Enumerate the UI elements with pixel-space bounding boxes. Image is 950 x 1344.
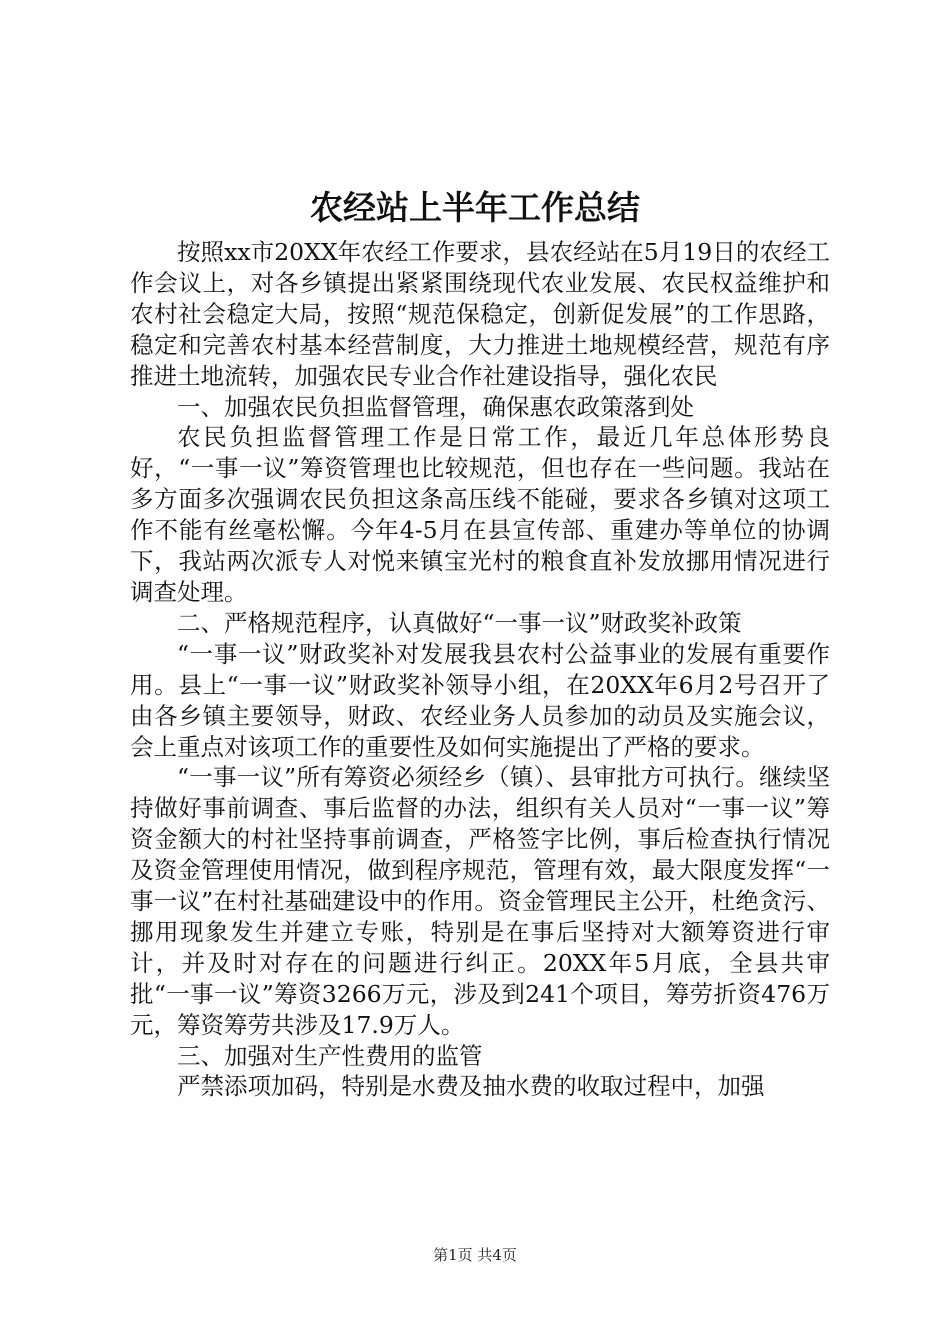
- section-heading-2: 二、严格规范程序，认真做好“一事一议”财政奖补政策: [177, 608, 742, 637]
- paragraph-section-2a: “一事一议”财政奖补对发展我县农村公益事业的发展有重要作用。县上“一事一议”财政奖补领导小组，在20XX年6月2号召开了由各乡镇主要领导，财政、农经业务人员参加的动员及实施会议，会上重点对该项工作的重要性及如何实施提出了严格的要求。: [130, 639, 830, 761]
- section-heading-3: 三、加强对生产性费用的监管: [177, 1041, 483, 1070]
- document-title: 农经站上半年工作总结: [310, 188, 640, 227]
- section-heading-1: 一、加强农民负担监督管理，确保惠农政策落到处: [177, 392, 694, 421]
- paragraph-intro: 按照xx市20XX年农经工作要求，县农经站在5月19日的农经工作会议上，对各乡镇提出紧紧围绕现代农业发展、农民权益维护和农村社会稳定大局，按照“规范保稳定，创新促发展”的工作思路，稳定和完善农村基本经营制度，大力推进土地规模经营，规范有序推进土地流转，加强农民专业合作社建设指导，强化农民: [130, 238, 830, 390]
- paragraph-section-2b: “一事一议”所有筹资必须经乡（镇）、县审批方可执行。继续坚持做好事前调查、事后监督的办法，组织有关人员对“一事一议”筹资金额大的村社坚持事前调查，严格签字比例，事后检查执行情况及资金管理使用情况，做到程序规范，管理有效，最大限度发挥“一事一议”在村社基础建设中的作用。资金管理民主公开，杜绝贪污、挪用现象发生并建立专账，特别是在事后坚持对大额筹资进行审计，并及时对存在的问题进行纠正。20XX年5月底，全县共审批“一事一议”筹资3266万元，涉及到241个项目，筹劳折资476万元，筹资筹劳共涉及17.9万人。: [130, 763, 830, 1039]
- paragraph-section-3: 严禁添项加码，特别是水费及抽水费的收取过程中，加强: [177, 1072, 765, 1101]
- paragraph-section-1: 农民负担监督管理工作是日常工作，最近几年总体形势良好，“一事一议”筹资管理也比较规范，但也存在一些问题。我站在多方面多次强调农民负担这条高压线不能碰，要求各乡镇对这项工作不能有丝毫松懈。今年4-5月在县宣传部、重建办等单位的协调下，我站两次派专人对悦来镇宝光村的粮食直补发放挪用情况进行调查处理。: [130, 423, 830, 606]
- document-body: [130, 237, 830, 1102]
- page-number: 第1页 共4页: [433, 1246, 517, 1264]
